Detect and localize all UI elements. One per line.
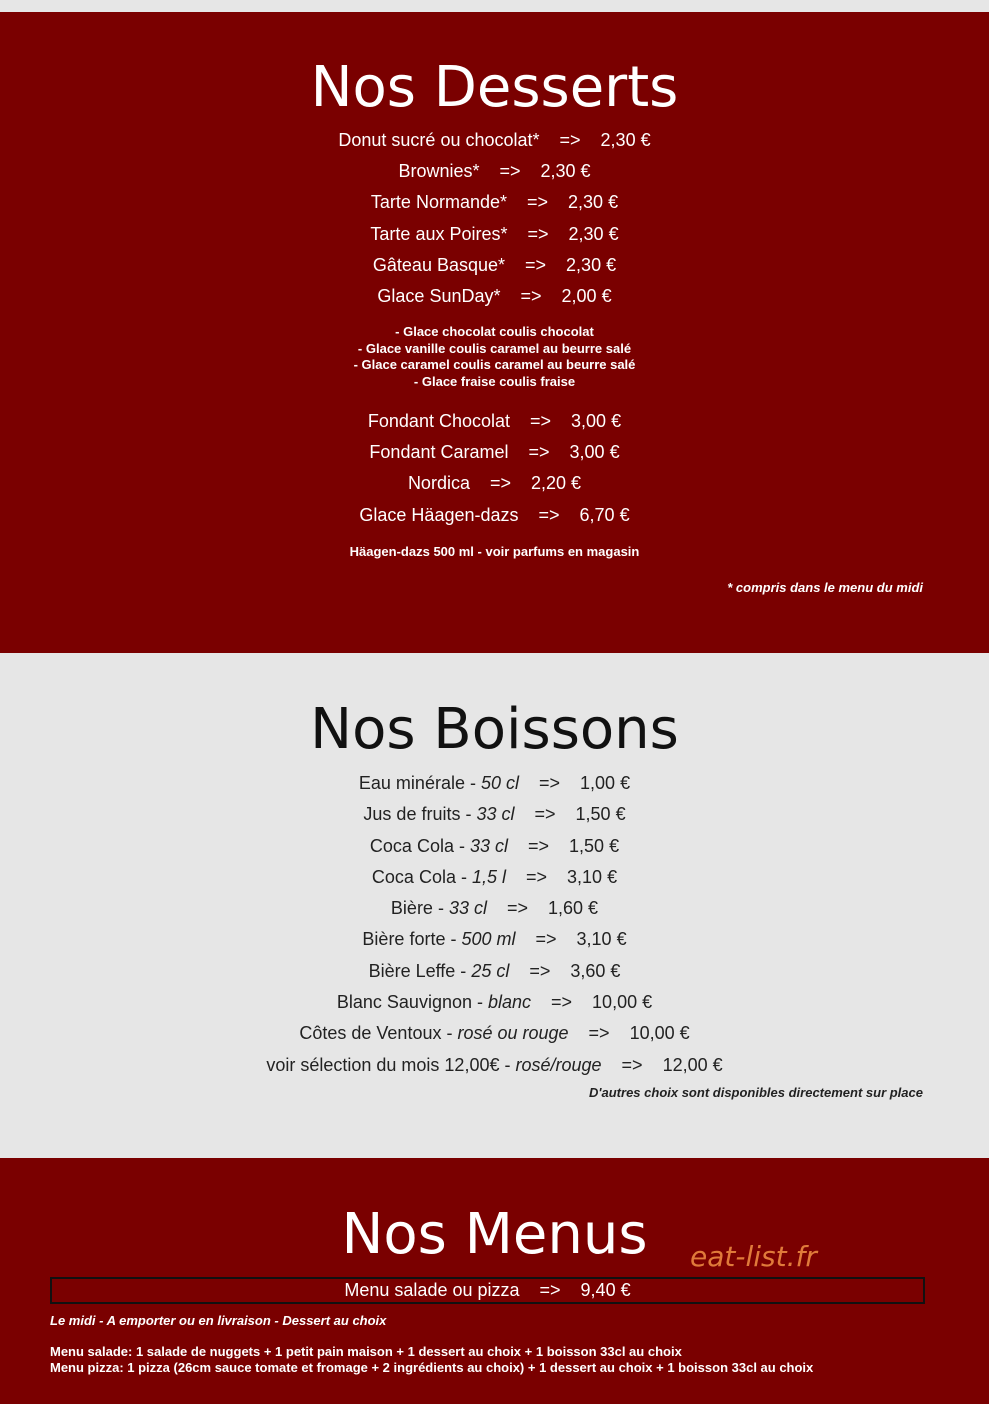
item-price: 1,50 € — [575, 804, 626, 824]
dessert-item — [0, 472, 989, 494]
dessert-item — [0, 504, 989, 526]
item-price: 2,20 € — [531, 473, 582, 493]
item-name: Menu salade ou pizza — [344, 1280, 520, 1300]
arrow: => — [534, 804, 556, 824]
item-qty: blanc — [487, 992, 532, 1012]
drink-item — [0, 835, 989, 857]
item-name: Fondant Caramel — [369, 442, 509, 462]
sunday-option: - Glace caramel coulis caramel au beurre salé — [353, 357, 636, 372]
arrow: => — [621, 1055, 643, 1075]
drink-item — [0, 866, 989, 888]
dessert-item — [0, 410, 989, 432]
top-strip — [0, 0, 989, 12]
item-price: 10,00 € — [592, 992, 653, 1012]
item-qty: rosé/rouge — [515, 1055, 602, 1075]
drink-item — [0, 928, 989, 950]
arrow: => — [530, 411, 552, 431]
item-name: Donut sucré ou chocolat* — [338, 130, 540, 150]
item-name: Blanc Sauvignon - — [336, 992, 488, 1012]
dessert-item — [0, 191, 989, 213]
item-price: 3,00 € — [571, 411, 622, 431]
item-name: Bière - — [390, 898, 449, 918]
item-name: Tarte aux Poires* — [370, 224, 508, 244]
item-price: 3,60 € — [570, 961, 621, 981]
watermark-logo: eat-list.fr — [690, 1240, 817, 1273]
dessert-item — [0, 254, 989, 276]
arrow: => — [528, 836, 550, 856]
item-name: Brownies* — [398, 161, 480, 181]
arrow: => — [526, 867, 548, 887]
arrow: => — [489, 473, 511, 493]
item-price: 2,30 € — [540, 161, 591, 181]
item-name: Fondant Chocolat — [367, 411, 510, 431]
item-price: 3,10 € — [567, 867, 618, 887]
arrow: => — [506, 898, 529, 918]
item-qty: 500 ml — [461, 929, 516, 949]
arrow: => — [539, 773, 561, 793]
arrow: => — [588, 1023, 610, 1043]
boissons-note: D'autres choix sont disponibles directement sur place — [589, 1085, 923, 1100]
item-name: voir sélection du mois 12,00€ - — [266, 1055, 516, 1075]
drink-item — [0, 960, 989, 982]
item-name: Côtes de Ventoux - — [299, 1023, 458, 1043]
item-qty: 33 cl — [476, 804, 515, 824]
item-name: Coca Cola - — [371, 867, 472, 887]
arrow: => — [520, 286, 542, 306]
item-qty: 50 cl — [480, 773, 519, 793]
arrow: => — [535, 929, 557, 949]
dessert-item — [0, 441, 989, 463]
item-price: 2,30 € — [568, 192, 619, 212]
item-name: Tarte Normande* — [370, 192, 507, 212]
drink-item — [0, 803, 989, 825]
item-name: Jus de fruits - — [363, 804, 477, 824]
boissons-title: Nos Boissons — [310, 697, 679, 762]
item-name: Gâteau Basque* — [372, 255, 506, 275]
arrow: => — [551, 992, 573, 1012]
arrow: => — [559, 130, 581, 150]
item-name: Glace Häagen-dazs — [359, 505, 519, 525]
arrow: => — [528, 442, 550, 462]
item-price: 1,00 € — [580, 773, 631, 793]
item-price: 3,10 € — [576, 929, 627, 949]
sunday-option: - Glace chocolat coulis chocolat — [395, 324, 594, 339]
item-qty: rosé ou rouge — [457, 1023, 569, 1043]
drink-item — [0, 897, 989, 919]
item-price: 1,60 € — [548, 898, 599, 918]
drink-item — [0, 1022, 989, 1044]
item-name: Coca Cola - — [369, 836, 470, 856]
menu-pizza-desc: Menu pizza: 1 pizza (26cm sauce tomate et fromage + 2 ingrédients au choix) + 1 dessert au choix + 1 boisson 33cl au choix — [50, 1360, 814, 1375]
menu-midi-note: Le midi - A emporter ou en livraison - Dessert au choix — [50, 1313, 387, 1328]
drink-item — [0, 772, 989, 794]
item-price: 2,00 € — [561, 286, 612, 306]
arrow: => — [525, 255, 547, 275]
item-price: 12,00 € — [662, 1055, 723, 1075]
item-price: 2,30 € — [568, 224, 619, 244]
item-price: 9,40 € — [580, 1280, 631, 1300]
item-qty: 25 cl — [471, 961, 510, 981]
item-name: Nordica — [407, 473, 470, 493]
item-price: 6,70 € — [579, 505, 630, 525]
arrow: => — [538, 505, 560, 525]
desserts-title: Nos Desserts — [310, 55, 679, 120]
item-qty: 33 cl — [469, 836, 508, 856]
drink-item — [0, 1054, 989, 1076]
item-price: 10,00 € — [629, 1023, 690, 1043]
drink-item — [0, 991, 989, 1013]
arrow: => — [527, 224, 549, 244]
arrow: => — [529, 961, 551, 981]
arrow: => — [539, 1280, 561, 1300]
dessert-item — [0, 285, 989, 307]
menu-salade-desc: Menu salade: 1 salade de nuggets + 1 petit pain maison + 1 dessert au choix + 1 boisson 33cl au choix — [50, 1344, 682, 1359]
item-qty: 33 cl — [448, 898, 487, 918]
midi-note: * compris dans le menu du midi — [727, 580, 923, 595]
arrow: => — [499, 161, 521, 181]
item-price: 1,50 € — [569, 836, 620, 856]
item-name: Eau minérale - — [358, 773, 481, 793]
item-qty: 1,5 l — [471, 867, 506, 887]
dessert-item — [0, 129, 989, 151]
dessert-item — [0, 223, 989, 245]
item-price: 3,00 € — [569, 442, 620, 462]
sunday-option: - Glace vanille coulis caramel au beurre salé — [357, 341, 632, 356]
menus-title: Nos Menus — [341, 1202, 648, 1267]
item-price: 2,30 € — [600, 130, 651, 150]
item-name: Glace SunDay* — [377, 286, 501, 306]
sunday-option: - Glace fraise coulis fraise — [413, 374, 576, 389]
menu-box — [50, 1277, 925, 1304]
item-name: Bière Leffe - — [368, 961, 472, 981]
haagen-note: Häagen-dazs 500 ml - voir parfums en magasin — [349, 544, 640, 559]
arrow: => — [527, 192, 549, 212]
item-price: 2,30 € — [566, 255, 617, 275]
dessert-item — [0, 160, 989, 182]
item-name: Bière forte - — [362, 929, 462, 949]
